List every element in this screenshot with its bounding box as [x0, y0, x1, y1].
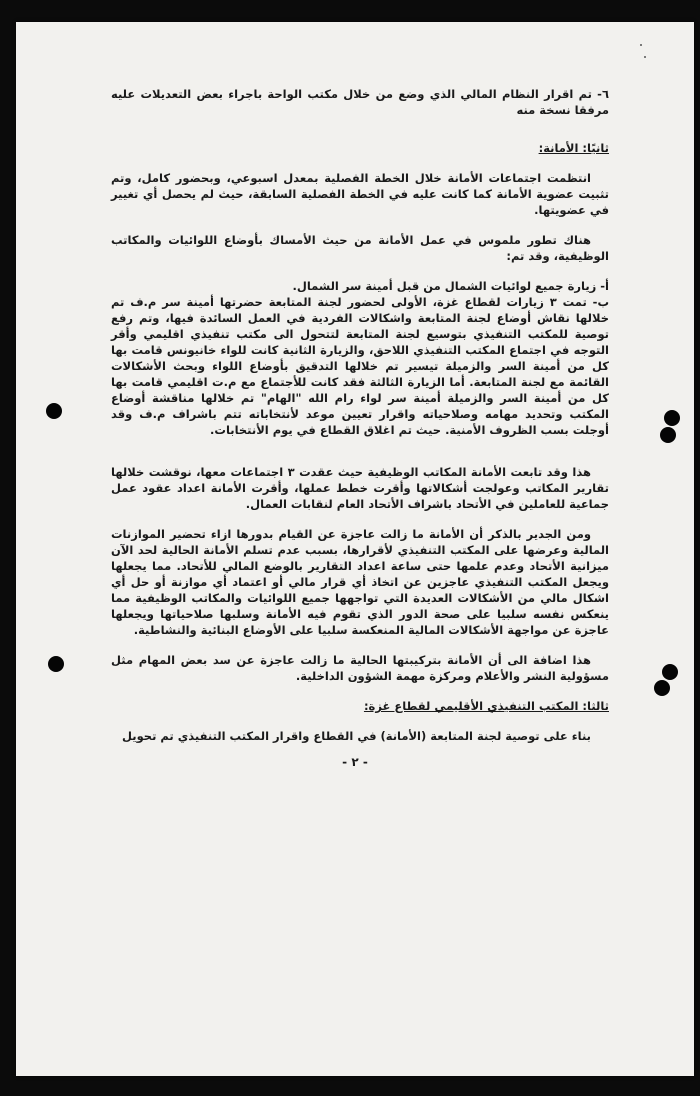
document-body [111, 86, 609, 758]
list-item-b: ب- تمت ٣ زيارات لقطاع غزة، الأولى لحضور لجنة المتابعة حضرتها أمينة سر م.ف تم خلالها نقاش أوضاع لجنة المتابعة واشكالات الفردية في العمل السائدة فيها، وتم رفع توصية للمكتب التنفيذي بتوسيع لجنة المتابعة لتتحول الى مكتب تنفيذي اقليمي وأقر التوجه في اجتماع المكتب التنفيذي اللاحق، والزيارة الثانية كانت للواء خانيونس قامت بها كل من أمينة السر والزميلة تيسير تم خلالها التدقيق بأوضاع اللواء وبحث الأشكالات القائمة مع لجنة المتابعة. أما الزيارة الثالثة فقد كانت للأجتماع مع م.ت اقليمي قامت بها كل من أمينة السر والزميلة أمينة سر لواء رام الله "الهام" تم خلالها مناقشة أوضاع المكتب وتحديد مهامه وصلاحياته واقرار تعيين موعد لأنتخاباته تتم باشراف م.ف وقد أوجلت بسب الظروف الأمنية. حيث تم اغلاق القطاع في يوم الأنتخابات. [111, 295, 609, 437]
section-heading-gaza-office: ثالثا: المكتب التنفيذي الأقليمي لقطاع غزة: [363, 699, 609, 713]
paragraph-item-6: ٦- تم اقرار النظام المالي الذي وضع من خلال مكتب الواحة باجراء بعض التعديلات عليه مرفقا نسخة منه [111, 87, 609, 117]
paragraph-composition: هذا اضافة الى أن الأمانة بتركيبتها الحالية ما زالت عاجزة عن سد بعض المهام مثل مسؤولية النشر والأعلام ومركزة مهمة الشؤون الداخلية. [111, 653, 609, 683]
paragraph-budget: ومن الجدير بالذكر أن الأمانة ما زالت عاجزة عن القيام بدورها ازاء تحضير الموازنات المالية وعرضها على المكتب التنفيذي لأقرارها، بسبب عدم تسلم الأمانة الحالية لحد الآن ميزانية الأتحاد وعدم علمها حتى ساعة اعداد التقارير بالوضع المالي للأتحاد. مما يجعلها ويجعل المكتب التنفيذي عاجزين عن اتخاذ أي قرار مالي أو اعتماد أي موازنة أو حل أي اشكال مالي من الأشكالات العديدة التي تواجهها جميع اللوائيات والمكاتب الوظيفية مما ينعكس نفسه سلبيا على صحة الدور الذي تقوم فيه الأمانة وسلبها صلاحياتها ويجعلها عاجزة عن مواجهة الأشكالات المالية المنعكسة سلبيا على الأوضاع البنائية والنشاطية. [111, 527, 609, 637]
list-item-a: أ- زيارة جميع لوائيات الشمال من قبل أمينة سر الشمال. [292, 279, 609, 293]
document-page [16, 22, 694, 1076]
binder-hole-left-bottom [48, 656, 64, 672]
page-number: - ٢ - [342, 755, 368, 769]
section-heading-secretariat: ثانيًا: الأمانة: [538, 141, 609, 155]
paragraph-offices: هذا وقد تابعت الأمانة المكاتب الوظيفية حيث عقدت ٣ اجتماعات معها، نوقشت خلالها تقارير المكاتب وعولجت أشكالاتها وأقرت خطط عملها، وأقرت الأمانة اعداد عقود عمل جماعية للعاملين في الأتحاد باشراف الأتحاد العام لنقابات العمال. [111, 465, 609, 511]
paragraph-meetings: انتظمت اجتماعات الأمانة خلال الخطة الفصلية بمعدل اسبوعي، وبحضور كامل، وتم تثبيت عضوية الأمانة كما كانت عليه في الخطة الفصلية السابقة، حيث لم يحصل أي تغيير في عضويتها. [111, 171, 609, 217]
paragraph-gaza: بناء على توصية لجنة المتابعة (الأمانة) في القطاع واقرار المكتب التنفيذي تم تحويل [121, 729, 591, 743]
paper-speck [644, 56, 646, 58]
binder-hole-right-2 [660, 427, 676, 443]
paragraph-development: هناك تطور ملموس في عمل الأمانة من حيث الأمساك بأوضاع اللوائيات والمكاتب الوظيفية، وقد تم: [111, 233, 609, 263]
binder-hole-left-top [46, 403, 62, 419]
binder-hole-right-4 [654, 680, 670, 696]
binder-hole-right-3 [662, 664, 678, 680]
paper-speck [640, 44, 642, 46]
binder-hole-right-1 [664, 410, 680, 426]
